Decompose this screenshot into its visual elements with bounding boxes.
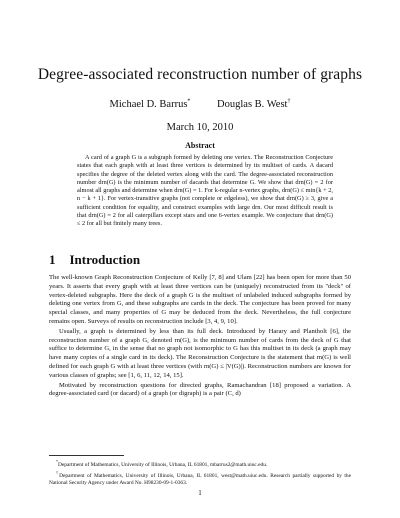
footnote-text: Department of Mathematics, University of Illinois, Urbana, IL 61801, mbarrus2@math.uiuc.edu.: [58, 461, 268, 468]
author: [217, 99, 290, 110]
footnote-mark: *: [56, 459, 58, 464]
paragraph: Motivated by reconstruction questions for directed graphs, Ramachandran [18] proposed a variation. A degree-associated card (or dacard) of a graph (or digraph) is a pair (C, d): [49, 381, 351, 398]
footnote-text: Department of Mathematics, University of Illinois, Urbana, IL 61801, west@math.uiuc.edu. Research partially supported by the National Security Agency under Award No. H98230-09-1-0363.: [49, 472, 351, 486]
paragraph: Usually, a graph is determined by less than its full deck. Introduced by Harary and Plantholt [6], the reconstruction number of a graph G, denoted rn(G), is the minimum number of cards from the deck of G that suffice to determine G, in the sense that no graph not isomorphic to G has this multiset in its deck (a graph may have many copies of a single card in its deck). The Reconstruction Conjecture is the statement that rn(G) is well defined for each graph G with at least three vertices (with rn(G) ≤ |V(G)|). Reconstruction numbers are known for various classes of graphs; see [1, 6, 11, 12, 14, 15].: [49, 327, 351, 379]
footnotes: [49, 458, 351, 487]
author-list: [0, 98, 400, 110]
section-title: Introduction: [69, 252, 141, 267]
body-text: [49, 274, 351, 400]
author-mark: *: [187, 98, 191, 104]
author: [110, 99, 191, 110]
abstract-text: A card of a graph G is a subgraph formed by deleting one vertex. The Reconstruction Conjecture states that each graph with at least three vertices is determined by its multiset of cards. A dacard specifies the degree of the deleted vertex along with the card. The degree-associated reconstruction number drn(G) is the minimum number of dacards that determine G. We show that drn(G) = 2 for almost all graphs and determine when drn(G) = 1. For k-regular n-vertex graphs, drn(G) ≤ min{k + 2, n − k + 1}. For vertex-transitive graphs (not complete or edgeless), we show that drn(G) ≥ 3, give a sufficient condition for equality, and construct examples with large drn. Our most difficult result is that drn(G) = 2 for all caterpillars except stars and one 6-vertex example. We conjecture that drn(G) ≤ 2 for all but finitely many trees.: [77, 154, 333, 228]
author-name: Douglas B. West: [217, 98, 288, 110]
footnote-mark: †: [56, 469, 60, 475]
paper-title: Degree-associated reconstruction number of graphs: [37, 66, 363, 83]
footnote-rule: [49, 455, 124, 456]
section-number: 1: [49, 252, 56, 267]
author-mark: †: [287, 98, 291, 104]
section-heading: [49, 252, 140, 268]
author-name: Michael D. Barrus: [109, 98, 188, 110]
abstract-heading: Abstract: [185, 141, 215, 150]
footnote: [49, 458, 351, 469]
paragraph: The well-known Graph Reconstruction Conjecture of Kelly [7, 8] and Ulam [22] has been open for more than 50 years. It asserts that every graph with at least three vertices can be (uniquely) reconstructed from its "deck" of vertex-deleted subgraphs. Here the deck of a graph G is the multiset of unlabeled induced subgraphs formed by deleting one vertex from G, and these subgraphs are cards in the deck. The conjecture has been proved for many special classes, and many properties of G may be deduced from the deck. Nevertheless, the full conjecture remains open. Surveys of results on reconstruction include [3, 4, 9, 10].: [49, 274, 351, 325]
page-number: 1: [198, 489, 202, 497]
footnote: [49, 469, 351, 487]
paper-date: March 10, 2010: [166, 122, 234, 133]
